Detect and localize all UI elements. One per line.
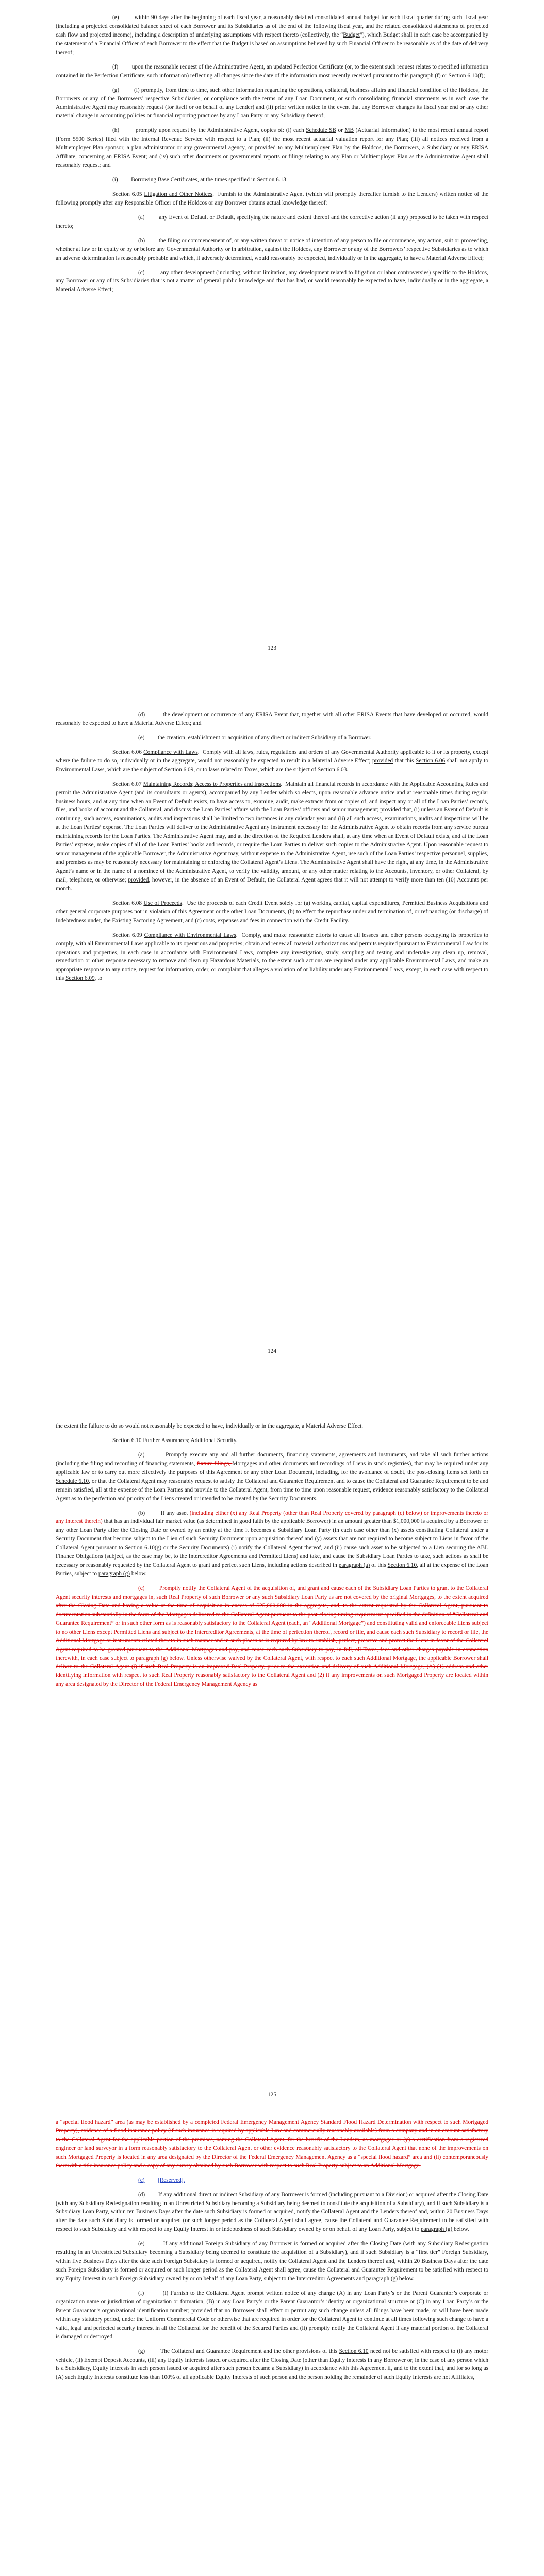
text-run: ”), which Budget shall in each case be accompanied by the statement of a Financial Officer of each Borrower to the effect that the Budget is based on assumptions believed by such Financial Officer to be reasonable as of the date of delivery thereof; <box>56 31 488 56</box>
paragraph <box>56 2347 488 2382</box>
text-run: that no Borrower shall effect or permit any such change unless all filings have been made, or will have been made within any statutory period, under the Uniform Commercial Code or otherwise that are required in order for the Collateral Agent to continue at all times following such change to have a valid, legal and perfected security interest in all the Collateral for the benefit of the Secured Parties and (ii) promptly notify the Collateral Agent if any material portion of the Collateral is damaged or destroyed. <box>56 2307 488 2340</box>
text-run: or <box>440 72 449 79</box>
underlined-reference: Section 6.10 <box>387 1562 417 1569</box>
underlined-reference: provided <box>191 2307 212 2314</box>
paragraph <box>56 126 488 170</box>
text-run: that, (i) unless an Event of Default is continuing, such access, examinations, audits and inspections shall be limited to two instances in any calendar year and (ii) all such access, examinations, audits and inspections will be at the Loan Parties’ expense. The Loan Parties will deliver to the Administrative Agent any instrument necessary for the Administrative Agent to obtain records from any service bureau maintaining records for the Loan Parties. The Administrative Agent may, and at the direction of the Required Lenders shall, at any time when an Event of Default exists, and at the Loan Parties’ expense, make copies of all of the Loan Parties’ books and records, or require the Loan Parties to deliver such copies to the Administrative Agent. Upon reasonable request to senior management of the applicable Borrower, the Administrative Agent may, without expense to the Administrative Agent, use such of the Loan Parties’ respective personnel, supplies, and premises as may be reasonably necessary for maintaining or enforcing the Collateral Agent’s Liens. The Administrative Agent shall have the right, at any time, in the Administrative Agent’s name or in the name of a nominee of the Administrative Agent, to verify the validity, amount, or any other matter relating to the Accounts, Inventory, or other Collateral, by mail, telephone, or otherwise; <box>56 807 488 883</box>
text-run: (g) (i) promptly, from time to time, such other information regarding the operations, collateral, business affairs and financial condition of the Holdcos, the Borrowers or any of the Borrowers’ respective Subsidiaries, or compliance with the terms of any Loan Document, or such consolidating financial statements as in each case the Administrative Agent may reasonably request (for itself or on behalf of any Lender) and (ii) prior written notice in the event that any Borrower changes its fiscal year end or any other material change in accounting policies or financial reporting practices by any Loan Party or any Subsidiary thereof; <box>56 87 488 120</box>
text-run: need not be satisfied with respect to (i) any motor vehicle, (ii) Exempt Deposit Accounts, (iii) any Equity Interests issued or acquired after the Closing Date (other than Equity Interests in any Borrower or, in the case of any person which is a Subsidiary, Equity Interests in such person issued or acquired after such person became a Subsidiary) in accordance with this Agreement if, and to the extent that, and for so long as (A) such Equity Interests constitute less than 100% of all applicable Equity Interests of such person and the person holding the remainder of such Equity Interests are not Affiliates, <box>56 2348 488 2381</box>
underlined-reference: Schedule SB <box>306 127 336 134</box>
underlined-reference: Section 6.09 <box>65 975 95 982</box>
text-run: or the Security Documents) (i) notify the Collateral Agent thereof, and (ii) cause such asset to be subjected to a Lien securing the ABL Finance Obligations (subject, as the case may be, to the Intercreditor Agreements and Permitted Liens) and take, and cause the Subsidiary Loan Parties to take, such actions as shall be necessary or reasonably requested by the Collateral Agent to grant and perfect such Liens, including actions described in <box>56 1545 488 1569</box>
text-run: . <box>286 177 288 183</box>
text-run: (b) the filing or commencement of, or any written threat or notice of intention of any person to file or commence, any action, suit or proceeding, whether at law or in equity or by or before any Governmental Authority or in arbitration, against the Holdcos, any Borrower or any of the Borrowers’ respective Subsidiaries as to which an adverse determination is reasonably probable and which, if adversely determined, would reasonably be expected, individually or in the aggregate, to have a Material Adverse Effect; <box>56 237 488 261</box>
paragraph <box>56 176 488 184</box>
text-run: (h) promptly upon request by the Administrative Agent, copies of: (i) each <box>112 127 306 134</box>
paragraph <box>56 1509 488 1579</box>
document-page-124 <box>0 703 544 1406</box>
document-page-125 <box>0 1406 544 2110</box>
text-run: (i) Borrowing Base Certificates, at the times specified in <box>112 177 257 183</box>
text-run: (e) within 90 days after the beginning of each fiscal year, a reasonably detailed consolidated annual budget for each fiscal quarter during such fiscal year (including a projected consolidated balance sheet of each Borrower and its Subsidiaries as of the end of the following fiscal year, and the related consolidated statements of projected cash flow and projected income), including a description of underlying assumptions with respect thereto (collectively, the “ <box>56 14 488 38</box>
text-run: , however, in the absence of an Event of Default, the Collateral Agent agrees that it will not attempt to verify more than ten (10) Accounts per month. <box>56 876 489 892</box>
text-run: , or that the Collateral Agent may reasonably request to satisfy the Collateral and Guarantee Requirement and to cause the Collateral and Guarantee Requirement to be and remain satisfied, all at the expense of the Loan Parties and provide to the Collateral Agent, from time to time upon reasonable request, evidence reasonably satisfactory to the Collateral Agent as to the perfection and priority of the Liens created or intended to be created by the Security Documents. <box>56 1478 488 1502</box>
underlined-reference: Section 6.13 <box>257 177 286 183</box>
paragraph <box>56 13 488 57</box>
paragraph <box>56 86 488 121</box>
text-run: (b) If any asset <box>138 1510 190 1516</box>
underlined-reference: Maintaining Records; Access to Properties and Inspections <box>143 781 281 787</box>
text-run: below. <box>452 2226 469 2233</box>
underlined-reference: Section 6.10(f) <box>448 72 484 79</box>
underlined-reference: Compliance with Environmental Laws <box>144 931 236 938</box>
text-run: , all at the expense of the Loan Parties, subject to <box>56 1562 488 1578</box>
deleted-text: (including either (x) any Real Property (other than Real Property covered by paragraph (c) below) or improvements thereto or any interest therein) <box>56 1510 488 1525</box>
text-run: Mortgages and other documents and recordings of Liens in stock registries), that may be required under any applicable law or to carry out more effectively the purposes of this Agreement or any other Loan Document, including, for the avoidance of doubt, the post-closing items set forth on <box>56 1460 488 1476</box>
underlined-reference: Further Assurances; Additional Security <box>143 1437 236 1444</box>
underlined-reference: Section 6.10(g) <box>125 1545 162 1551</box>
text-run: Section 6.09 <box>112 931 144 938</box>
paragraph <box>56 748 488 774</box>
paragraph <box>56 213 488 231</box>
document-page-123 <box>0 0 544 703</box>
underlined-reference: Section 6.09 <box>164 766 194 773</box>
paragraph <box>56 190 488 208</box>
text-run: , to <box>94 975 103 982</box>
paragraph <box>56 2240 488 2283</box>
underlined-reference: Section 6.06 <box>416 757 446 764</box>
underlined-reference: provided <box>372 757 393 764</box>
underlined-reference: paragraph (g) <box>98 1571 130 1578</box>
text-run: Section 6.08 <box>112 900 144 906</box>
text-run: , or to laws related to Taxes, which are the subject of <box>193 766 318 773</box>
text-run: that this <box>393 757 416 764</box>
text-run: . <box>236 1437 238 1444</box>
page-number: 123 <box>268 645 276 651</box>
text-run: (e) If any additional Foreign Subsidiary of any Borrower is formed or acquired after the Closing Date (with any Subsidiary Redesignation resulting in an Unrestricted Subsidiary becoming a Subsidiary being deemed to constitute the acquisition of a Subsidiary), and if such Subsidiary is a “first tier” Foreign Subsidiary, within five Business Days after the date such Foreign Subsidiary is formed or acquired, notify the Collateral Agent and the Lenders thereof and, within 20 Business Days after the date such Foreign Subsidiary is formed or acquired or such longer period as the Collateral Agent shall agree, cause the Collateral and Guarantee Requirement to be satisfied with respect to any Equity Interest in such Foreign Subsidiary owned by or on behalf of any Loan Party, subject to the Intercreditor Agreements and <box>56 2241 488 2282</box>
paragraph <box>56 931 488 984</box>
text-run: Section 6.05 <box>112 191 144 197</box>
paragraph <box>56 899 488 925</box>
text-run: (d) If any additional direct or indirect Subsidiary of any Borrower is formed (including pursuant to a Division) or acquired after the Closing Date (with any Subsidiary Redesignation resulting in an Unrestricted Subsidiary becoming a Subsidiary being deemed to constitute the acquisition of a Subsidiary), and if such Subsidiary is a Subsidiary Loan Party, within ten Business Days after the date such Subsidiary is formed or acquired, notify the Collateral Agent and the Lenders thereof and, within 20 Business Days after the date such Subsidiary is formed or acquired (or such longer period as the Collateral Agent shall agree, cause the Collateral and Guarantee Requirement to be satisfied with respect to such Subsidiary and with respect to any Equity Interest in or Indebtedness of such Subsidiary owned by or on behalf of any Loan Party, subject to <box>56 2191 488 2233</box>
text-run: (a) any Event of Default or Default, specifying the nature and extent thereof and the corrective action (if any) proposed to be taken with respect thereto; <box>56 214 488 229</box>
underlined-reference: Section 6.03 <box>317 766 347 773</box>
text-run: . Comply, and make reasonable efforts to cause all lessees and other persons occupying its properties to comply, with all Environmental Laws applicable to its operations and properties; obtain and renew all material authorizations and permits required pursuant to Environmental Law for its operations and properties, in each case in accordance with Environmental Laws, complete any investigation, study, sampling and testing and undertake any clean up, removal, remediation or other response necessary to remove and clean up Hazardous Materials, to the extent such actions are required under any applicable Environmental Laws, and make an appropriate response to any notice, request for information, order, or complaint that alleges a violation of or liability under any Environmental Laws, except, in each case with respect to this <box>56 931 488 982</box>
underlined-reference: provided <box>128 876 149 883</box>
underlined-reference: Compliance with Laws <box>143 749 198 755</box>
paragraph <box>56 1451 488 1503</box>
text-run: Section 6.06 <box>112 749 144 755</box>
deleted-text: fixture filings, <box>196 1460 233 1467</box>
page-body <box>56 2118 488 2387</box>
text-run: Section 6.07 <box>112 781 143 787</box>
text-run: (Actuarial Information) to the most recent annual report (Form 5500 Series) filed with the Internal Revenue Service with respect to a Plan; (ii) the most recent actuarial valuation report for any Plan; (iii) all notices received from a Multiemployer Plan sponsor, a plan administrator or any governmental agency, or provided to any Multiemployer Plan by the Holdcos, the Borrowers, a Subsidiary or any ERISA Affiliate, concerning an ERISA Event; and (iv) such other documents or governmental reports or filings relating to any Plan or Multiemployer Plan as the Administrative Agent shall reasonably request; and <box>56 127 489 169</box>
paragraph <box>56 268 488 295</box>
text-run: below. <box>398 2276 415 2282</box>
paragraph <box>56 710 488 728</box>
inserted-text: (c) <box>138 2177 145 2183</box>
text-run: . <box>347 766 349 773</box>
paragraph <box>56 780 488 893</box>
text-run: ; <box>483 72 485 79</box>
underlined-reference: paragraph (f) <box>410 72 441 79</box>
text-run: . Furnish to the Administrative Agent (which will promptly thereafter furnish to the Lenders) written notice of the following promptly after any Responsible Officer of the Holdcos or any Borrower obtains actual knowledge thereof: <box>56 191 488 206</box>
page-body <box>56 1422 488 1694</box>
text-run: that has an individual fair market value (as determined in good faith by the applicable Borrower) in an amount greater than $1,000,000 is acquired by a Borrower or any other Loan Party after the Closing Date or owned by an entity at the time it becomes a Subsidiary Loan Party (in each case other than (x) assets constituting Collateral under a Security Document that become subject to the Lien of such Security Document upon acquisition thereof and (y) assets that are not required to become subject to Liens in favor of the Collateral Agent pursuant to <box>56 1518 488 1551</box>
underlined-reference: provided <box>380 807 401 814</box>
text-run: (c) any other development (including, without limitation, any development related to litigation or labor controversies) specific to the Holdcos, any Borrower or any of its Subsidiaries that is not a matter of general public knowledge and that has had, or would reasonably be expected to have, individually or in the aggregate, a Material Adverse Effect; <box>56 269 488 293</box>
underlined-reference: Schedule 6.10 <box>56 1478 89 1484</box>
text-run: (d) the development or occurrence of any ERISA Event that, together with all other ERISA Events that have developed or occurred, would reasonably be expected to have a Material Adverse Effect; and <box>56 711 488 726</box>
text-run: Section 6.10 <box>112 1437 143 1444</box>
deleted-text: (c) Promptly notify the Collateral Agent of the acquisition of, and grant and cause each of the Subsidiary Loan Parties to grant to the Collateral Agent security interests and mortgages in, such Real Property of such Borrower or any such Subsidiary Loan Party as are not covered by the original Mortgages, to the extent acquired after the Closing Date and having a value at the time of acquisition in excess of $25,000,000 in the aggregate, and, to the extent requested by the Collateral Agent, pursuant to documentation substantially in the form of the Mortgages delivered to the Collateral Agent pursuant to the post-closing timing requirement specified in the definition of “Collateral and Guarantee Requirement” or in such other form as is reasonably satisfactory to the Collateral Agent (each, an “Additional Mortgage”) and constituting valid and enforceable Liens subject to no other Liens except Permitted Liens and subject to the Intercreditor Agreements, at the time of perfection thereof, record or file, and cause each such Subsidiary to record or file, the Additional Mortgage or instruments related thereto in such manner and in such places as is required by law to establish, perfect, preserve and protect the Liens in favor of the Collateral Agent required to be granted pursuant to the Additional Mortgages and pay, and cause each such Subsidiary to pay, in full, all Taxes, fees and other charges payable in connection therewith, in each case subject to paragraph (g) below. Unless otherwise waived by the Collateral Agent, with respect to each such Additional Mortgage, the applicable Borrower shall deliver to the Collateral Agent (i) if such Real Property is an improved Real Property, prior to the execution and delivery of such Additional Mortgage, (A) (1) address and other identifying information with respect to such Real Property reasonably satisfactory to the Collateral Agent and (2) if any improvements on such Mortgaged Property are located within any area designated by the Director of the Federal Emergency Management Agency as <box>56 1585 488 1688</box>
text-run: or <box>336 127 345 134</box>
deleted-text: a “special flood hazard” area (as may be established by a completed Federal Emergency Management Agency Standard Flood Hazard Determination with respect to such Mortgaged Property), evidence of a flood insurance policy (if such insurance is required by applicable Law and commercially reasonably available) from a company and in an amount satisfactory to the Collateral Agent for the applicable portion of the premises, naming the Collateral Agent, for the benefit of the Lenders, as mortgagee or (y) a certification from a registered engineer or land surveyor in a form reasonably satisfactory to the Collateral Agent or other evidence reasonably satisfactory to the Collateral Agent that none of the improvements on such Mortgaged Property is located in any area designated by the Director of the Federal Emergency Management Agency as a “special flood hazard” area and (ii) contemporaneously therewith a title insurance policy and a copy of any survey obtained by such Borrower with respect to such Real Property subject to an Additional Mortgage. <box>56 2119 488 2169</box>
paragraph <box>56 2118 488 2171</box>
page-number: 125 <box>268 2092 276 2098</box>
text-run: (e) the creation, establishment or acquisition of any direct or indirect Subsidiary of a Borrower. <box>138 734 372 741</box>
paragraph <box>56 63 488 80</box>
underlined-reference: Litigation and Other Notices <box>144 191 213 197</box>
paragraph <box>56 1422 488 1431</box>
underlined-reference: MB <box>344 127 354 134</box>
paragraph <box>56 2289 488 2342</box>
text-run: (g) The Collateral and Guarantee Requirement and the other provisions of this <box>138 2348 339 2354</box>
paragraph <box>56 1436 488 1445</box>
paragraph <box>56 734 488 742</box>
paragraph <box>56 2191 488 2234</box>
text-run: shall not apply to Environmental Laws, which are the subject of <box>56 757 488 773</box>
text-run: below. <box>130 1571 147 1578</box>
text-run: . Use the proceeds of each Credit Event solely for (a) working capital, capital expenditures, Permitted Business Acquisitions and other general corporate purposes not in violation of this Agreement or the other Loan Documents, (b) to effect the repurchase under and termination of, or refinancing (or discharge) of Indebtedness under, the Existing Factoring Agreement, and (c) costs, expenses and fees in connection with the Credit Facility. <box>56 900 488 924</box>
page-number: 124 <box>268 1348 276 1354</box>
text-run: of this <box>370 1562 388 1569</box>
underlined-reference: Use of Proceeds <box>143 900 182 906</box>
underlined-reference: paragraph (g) <box>421 2226 453 2233</box>
paragraph <box>56 2176 488 2185</box>
text-run <box>145 2177 158 2183</box>
underlined-reference: paragraph (a) <box>338 1562 370 1569</box>
paragraph <box>56 236 488 263</box>
underlined-reference: paragraph (g) <box>366 2276 398 2282</box>
text-run: (f) (i) Furnish to the Collateral Agent prompt written notice of any change (A) in any Loan Party’s or the Parent Guarantor’s corporate or organization name or jurisdiction of organization or formation, (B) in any Loan Party’s or the Parent Guarantor’s identity or organizational structure or (C) in any Loan Party’s or the Parent Guarantor’s organizational identification number; <box>56 2290 488 2314</box>
text-run: (f) upon the reasonable request of the Administrative Agent, an updated Perfection Certificate (or, to the extent such request relates to specified information contained in the Perfection Certificate, such information) reflecting all changes since the date of the information most recently received pursuant to this <box>56 63 488 79</box>
page-body <box>56 13 488 300</box>
paragraph <box>56 1584 488 1689</box>
text-run: . Comply with all laws, rules, regulations and orders of any Governmental Authority applicable to it or its property, except where the failure to do so, individually or in the aggregate, would not reasonably be expected to result in a Material Adverse Effect; <box>56 749 489 764</box>
text-run: (a) Promptly execute any and all further documents, financing statements, agreements and instruments, and take all such further actions (including the filing and recording of financing statements, <box>56 1451 488 1467</box>
underlined-reference: Section 6.10 <box>339 2348 369 2354</box>
inserted-text: [Reserved]. <box>157 2177 185 2183</box>
text-run: . Maintain all financial records in accordance with the Applicable Accounting Rules and permit the Administrative Agent (and its consultants or agents), accompanied by any Lender which so elects, upon reasonable advance notice and at reasonable times during regular business hours, and at any time when an Event of Default exists, to have access to, examine, audit, make extracts from or copies of, and inspect any or all of the Loan Parties’ records, files, and books of account and the Collateral, and discuss the Loan Parties’ affairs with the Loan Parties’ officers and senior management; <box>56 781 488 814</box>
underlined-reference: Budget <box>343 31 360 38</box>
document-page-126 <box>0 2110 544 2576</box>
text-run: the extent the failure to do so would not reasonably be expected to have, individually or in the aggregate, a Material Adverse Effect. <box>56 1423 364 1429</box>
page-body <box>56 710 488 989</box>
